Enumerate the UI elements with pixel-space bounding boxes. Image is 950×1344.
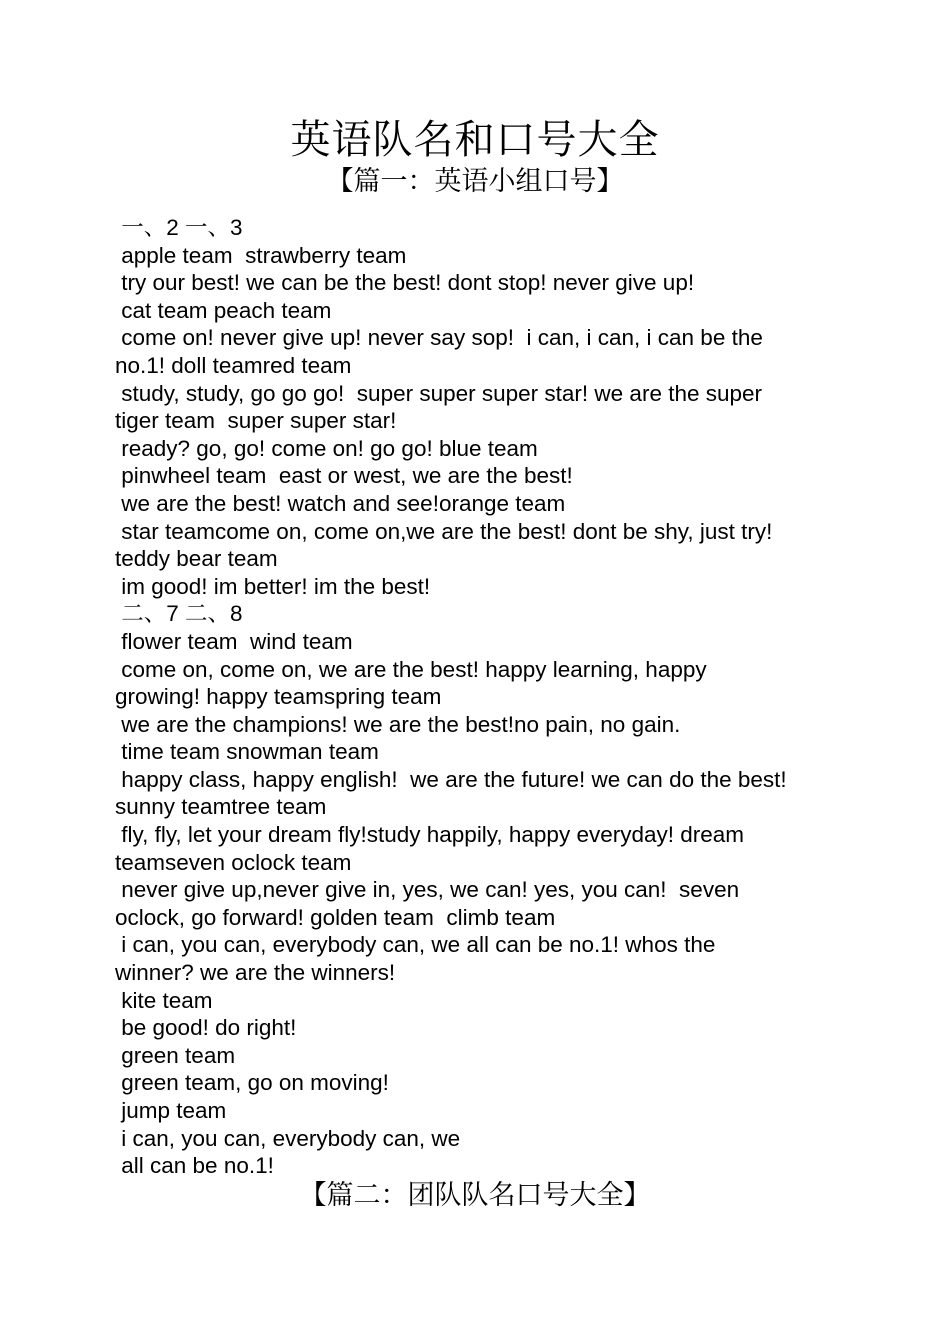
text-line: teddy bear team <box>115 546 278 572</box>
text-line: i can, you can, everybody can, we all can be no.1! whos the <box>115 932 716 958</box>
text-line: flower team wind team <box>115 628 353 654</box>
text-line: time team snowman team <box>115 739 379 765</box>
body-text <box>115 214 915 1180</box>
text-line: star teamcome on, come on,we are the best! dont be shy, just try! <box>115 518 773 544</box>
section-heading-2: 【篇二：团队队名口号大全】 <box>299 1180 651 1211</box>
text-line: never give up,never give in, yes, we can! yes, you can! seven <box>115 877 740 903</box>
text-line: study, study, go go go! super super super star! we are the super <box>115 380 763 406</box>
text-line: no.1! doll teamred team <box>115 352 352 378</box>
text-line: happy class, happy english! we are the future! we can do the best! <box>115 766 787 792</box>
text-line: kite team <box>115 987 213 1013</box>
text-line: jump team <box>115 1098 227 1123</box>
text-line: tiger team super super star! <box>115 408 397 434</box>
text-line: i can, you can, everybody can, we <box>115 1125 461 1151</box>
text-line: pinwheel team east or west, we are the best! <box>115 463 573 489</box>
text-line: green team <box>115 1042 236 1068</box>
text-line: ready? go, go! come on! go go! blue team <box>115 435 538 461</box>
text-line: come on! never give up! never say sop! i can, i can, i can be the <box>115 325 763 351</box>
text-line: come on, come on, we are the best! happy learning, happy <box>115 656 707 682</box>
text-line: we are the champions! we are the best!no pain, no gain. <box>115 711 681 737</box>
text-line: growing! happy teamspring team <box>115 684 442 710</box>
text-line: 一、2 一、3 <box>115 215 243 240</box>
text-line: sunny teamtree team <box>115 794 327 820</box>
text-line: oclock, go forward! golden team climb team <box>115 904 556 930</box>
text-line: cat team peach team <box>115 297 332 323</box>
text-line: apple team strawberry team <box>115 242 407 268</box>
text-line: im good! im better! im the best! <box>115 573 431 599</box>
text-line: fly, fly, let your dream fly!study happily, happy everyday! dream <box>115 822 745 848</box>
text-line: green team, go on moving! <box>115 1070 389 1096</box>
text-line: 二、7 二、8 <box>115 601 243 627</box>
text-line: teamseven oclock team <box>115 849 352 875</box>
section-heading-1: 【篇一：英语小组口号】 <box>326 166 624 197</box>
text-line: we are the best! watch and see!orange team <box>115 490 566 516</box>
text-line: all can be no.1! <box>115 1153 274 1179</box>
text-line: winner? we are the winners! <box>115 960 396 986</box>
text-line: try our best! we can be the best! dont stop! never give up! <box>115 270 695 296</box>
text-line: be good! do right! <box>115 1015 297 1041</box>
document-title: 英语队名和口号大全 <box>290 117 660 163</box>
